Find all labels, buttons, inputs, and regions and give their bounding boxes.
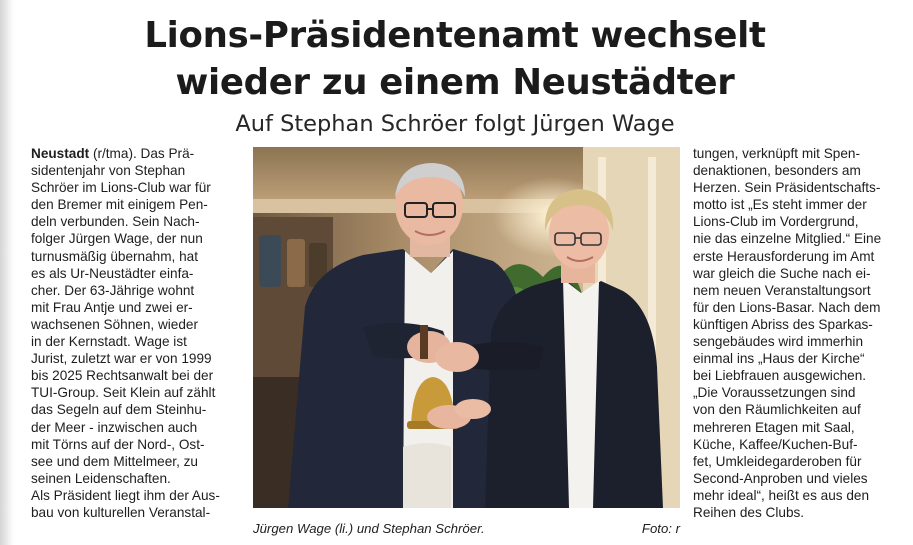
headline-line-1: Lions-Präsidentenamt wechselt	[144, 15, 766, 56]
text-line: deln verbunden. Sein Nach-	[31, 214, 200, 230]
right-text-column	[693, 145, 901, 521]
text-line: mehr ideal“, heißt es aus den	[693, 487, 870, 503]
text-line: see und dem Mittelmeer, zu	[31, 453, 198, 469]
text-line: Second-Anproben und vieles	[693, 470, 868, 486]
text-line: nem neuen Veranstaltungsort	[693, 282, 871, 298]
left-text-column	[31, 145, 239, 521]
text-line: turnusmäßig übernahm, hat	[31, 248, 198, 264]
text-line: denaktionen, besonders am	[693, 163, 861, 179]
text-line: mit Törns auf der Nord-, Ost-	[31, 436, 205, 452]
text-line: nie das einzelne Mitglied.“ Eine	[693, 231, 882, 247]
text-line: Reihen des Clubs.	[693, 504, 805, 520]
page-edge-shadow	[0, 0, 14, 545]
caption-text: Jürgen Wage (li.) und Stephan Schröer.	[253, 521, 485, 536]
text-line: es als Ur-Neustädter einfa-	[31, 265, 194, 281]
text-line: Herzen. Sein Präsidentschafts-	[693, 180, 881, 196]
subheadline: Auf Stephan Schröer folgt Jürgen Wage	[235, 111, 675, 137]
text-line: bei Liebfrauen ausgewichen.	[693, 368, 867, 384]
text-line: bau von kulturellen Veranstal-	[31, 504, 211, 520]
text-line: das Segeln auf dem Steinhu-	[31, 402, 207, 418]
text-line: TUI-Group. Seit Klein auf zählt	[31, 385, 216, 401]
dateline: Neustadt	[31, 146, 90, 161]
text-line: sidentenjahr von Stephan	[31, 163, 186, 179]
text-line: Schröer im Lions-Club war für	[31, 180, 211, 196]
text-line: mehreren Etagen mit Saal,	[693, 419, 855, 435]
text-line: der Meer - inzwischen auch	[31, 419, 198, 435]
text-line: sengebäudes wird immerhin	[693, 334, 864, 350]
text-line: Jurist, zuletzt war er von 1999	[31, 351, 212, 367]
text-line: einmal ins „Haus der Kirche“	[693, 351, 865, 367]
headline	[40, 12, 870, 106]
text-line: seinen Leidenschaften.	[31, 470, 171, 486]
text-line: den Bremer mit einigem Pen-	[31, 197, 208, 213]
text-line: mit Frau Antje und zwei er-	[31, 299, 193, 315]
text-line: von den Räumlichkeiten auf	[693, 402, 861, 418]
text-line: cher. Der 63-Jährige wohnt	[31, 282, 195, 298]
text-line: Küche, Kaffee/Kuchen-Buf-	[693, 436, 858, 452]
text-line: war gleich die Suche nach ei-	[693, 265, 871, 281]
text-line: künftigen Abriss des Sparkas-	[693, 316, 873, 332]
headline-line-2: wieder zu einem Neustädter	[175, 62, 735, 103]
text-line: motto ist „Es steht immer der	[693, 197, 867, 213]
article-photo	[253, 147, 680, 508]
text-line: fet, Umkleidegarderoben für	[693, 453, 862, 469]
text-line: in der Kernstadt. Wage ist	[31, 334, 187, 350]
text-line: Als Präsident liegt ihm der Aus-	[31, 487, 220, 503]
text-line: folger Jürgen Wage, der nun	[31, 231, 203, 247]
text-line: erste Herausforderung im Amt	[693, 248, 875, 264]
text-line: tungen, verknüpft mit Spen-	[693, 146, 860, 161]
text-line: Lions-Club im Vordergrund,	[693, 214, 859, 230]
photo-credit: Foto: r	[641, 521, 680, 536]
text-line: bis 2025 Rechtsanwalt bei der	[31, 368, 214, 384]
text-line: „Die Voraussetzungen sind	[693, 385, 856, 401]
text-line: wachsenen Söhnen, wieder	[31, 316, 199, 332]
text-line: Neustadt (r/tma). Das Prä-	[31, 146, 195, 161]
photo-caption	[253, 521, 680, 537]
text-line: für den Lions-Basar. Nach dem	[693, 299, 881, 315]
